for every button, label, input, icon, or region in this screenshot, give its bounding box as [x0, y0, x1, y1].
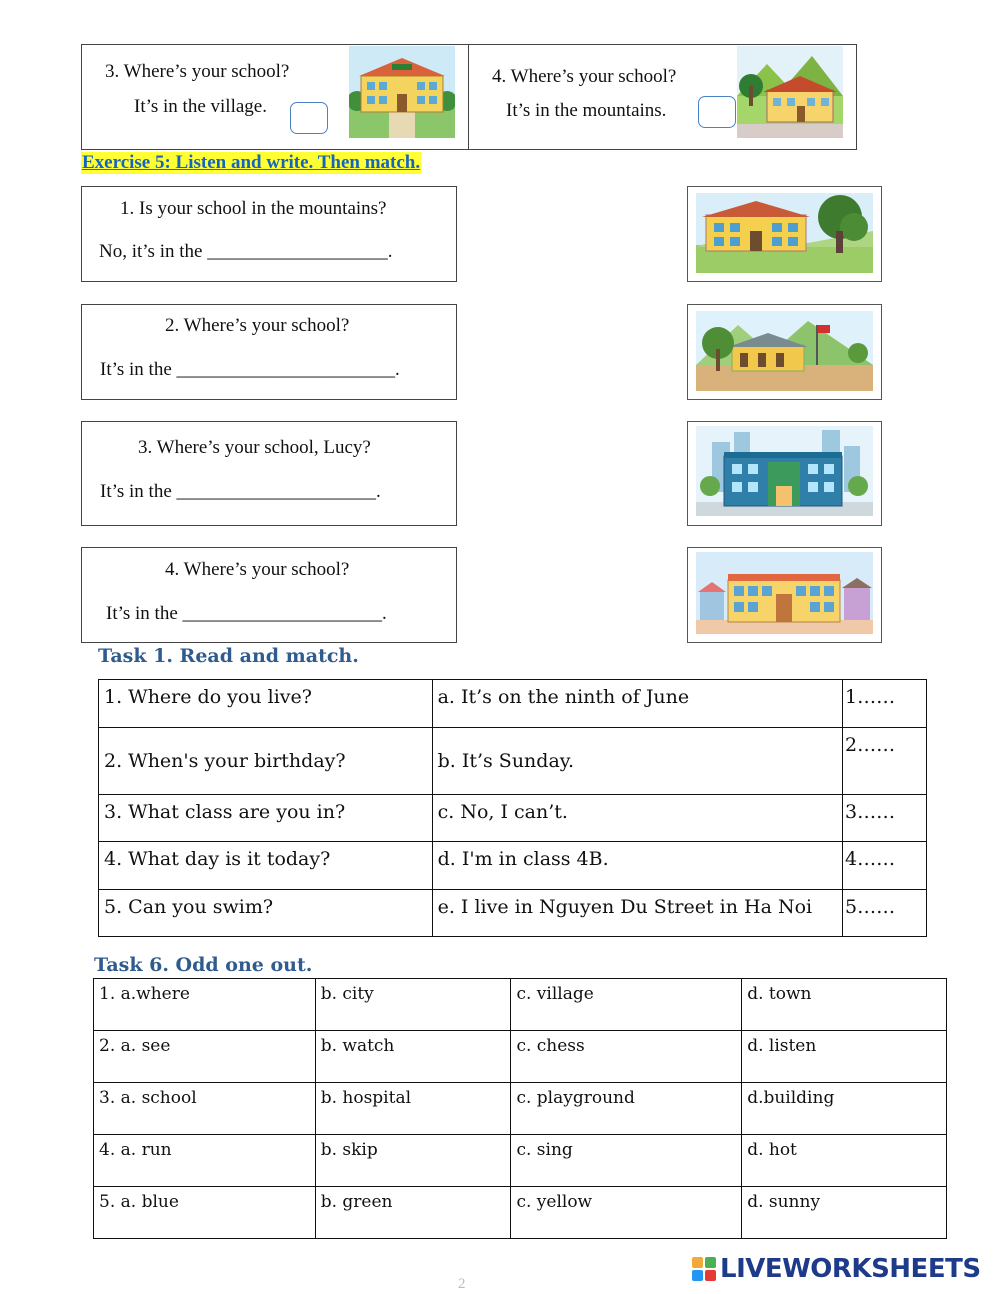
task1-table	[98, 679, 927, 937]
task6-r2-c[interactable]: c. chess	[511, 1031, 742, 1083]
task6-r5-b[interactable]: b. green	[315, 1187, 511, 1239]
task6-r2-d[interactable]: d. listen	[742, 1031, 947, 1083]
exercise5-item4-question: 4. Where’s your school?	[165, 559, 350, 580]
exercise5-item1-answer[interactable]: No, it’s in the ___________________.	[99, 241, 393, 262]
task6-r4-c[interactable]: c. sing	[511, 1135, 742, 1187]
task1-answer-c: c. No, I can’t.	[432, 795, 842, 842]
task1-question-2: 2. When's your birthday?	[99, 728, 433, 795]
exercise5-item3-question: 3. Where’s your school, Lucy?	[138, 437, 371, 458]
task6-r1-a[interactable]: 1. a.where	[94, 979, 316, 1031]
task1-answer-a: a. It’s on the ninth of June	[432, 680, 842, 728]
task6-r5-c[interactable]: c. yellow	[511, 1187, 742, 1239]
answer-box-item4[interactable]	[698, 96, 736, 128]
task6-r5-d[interactable]: d. sunny	[742, 1187, 947, 1239]
task1-question-5: 5. Can you swim?	[99, 890, 433, 937]
task6-r1-b[interactable]: b. city	[315, 979, 511, 1031]
page-number: 2	[458, 1276, 466, 1292]
task1-blank-5[interactable]: 5……	[843, 890, 927, 937]
task1-blank-3[interactable]: 3……	[843, 795, 927, 842]
liveworksheets-brand-text: LIVEWORKSHEETS	[720, 1254, 981, 1284]
exercise5-item2-answer[interactable]: It’s in the _______________________.	[100, 359, 400, 380]
top-item3-answer: It’s in the village.	[134, 96, 267, 117]
task1-title: Task 1. Read and match.	[98, 645, 359, 667]
exercise5-item2-question: 2. Where’s your school?	[165, 315, 350, 336]
liveworksheets-logo[interactable]	[692, 1254, 981, 1284]
task6-r3-c[interactable]: c. playground	[511, 1083, 742, 1135]
task1-question-3: 3. What class are you in?	[99, 795, 433, 842]
picture-c-city-school[interactable]	[687, 421, 882, 526]
answer-box-item3[interactable]	[290, 102, 328, 134]
top-item4-question: 4. Where’s your school?	[492, 66, 677, 87]
exercise5-item3-answer[interactable]: It’s in the _____________________.	[100, 481, 381, 502]
task6-r3-a[interactable]: 3. a. school	[94, 1083, 316, 1135]
picture-d-town-school[interactable]	[687, 547, 882, 643]
mountain-school-image	[737, 46, 843, 138]
top-item4-answer: It’s in the mountains.	[506, 100, 667, 121]
task1-question-4: 4. What day is it today?	[99, 842, 433, 890]
picture-a-countryside-school[interactable]	[687, 186, 882, 282]
exercise5-item1-question: 1. Is your school in the mountains?	[120, 198, 387, 219]
task6-r2-a[interactable]: 2. a. see	[94, 1031, 316, 1083]
task1-answer-e: e. I live in Nguyen Du Street in Ha Noi	[432, 890, 842, 937]
exercise5-item4-answer[interactable]: It’s in the _____________________.	[106, 603, 387, 624]
task1-blank-4[interactable]: 4……	[843, 842, 927, 890]
top-divider	[468, 44, 469, 150]
task1-question-1: 1. Where do you live?	[99, 680, 433, 728]
village-school-image	[349, 46, 455, 138]
picture-b-mountain-school[interactable]	[687, 304, 882, 400]
task6-r4-b[interactable]: b. skip	[315, 1135, 511, 1187]
task6-r5-a[interactable]: 5. a. blue	[94, 1187, 316, 1239]
exercise5-title: Exercise 5: Listen and write. Then match.	[82, 152, 421, 173]
task6-r4-d[interactable]: d. hot	[742, 1135, 947, 1187]
task1-blank-2[interactable]: 2……	[843, 728, 927, 795]
top-item3-question: 3. Where’s your school?	[105, 61, 290, 82]
task6-r1-c[interactable]: c. village	[511, 979, 742, 1031]
task6-r2-b[interactable]: b. watch	[315, 1031, 511, 1083]
task6-table	[93, 978, 947, 1239]
task1-blank-1[interactable]: 1……	[843, 680, 927, 728]
liveworksheets-logo-icon	[692, 1257, 716, 1281]
task6-r4-a[interactable]: 4. a. run	[94, 1135, 316, 1187]
task6-r3-b[interactable]: b. hospital	[315, 1083, 511, 1135]
task6-r3-d[interactable]: d.building	[742, 1083, 947, 1135]
task1-answer-b: b. It’s Sunday.	[432, 728, 842, 795]
task1-answer-d: d. I'm in class 4B.	[432, 842, 842, 890]
task6-r1-d[interactable]: d. town	[742, 979, 947, 1031]
task6-title: Task 6. Odd one out.	[94, 954, 313, 976]
